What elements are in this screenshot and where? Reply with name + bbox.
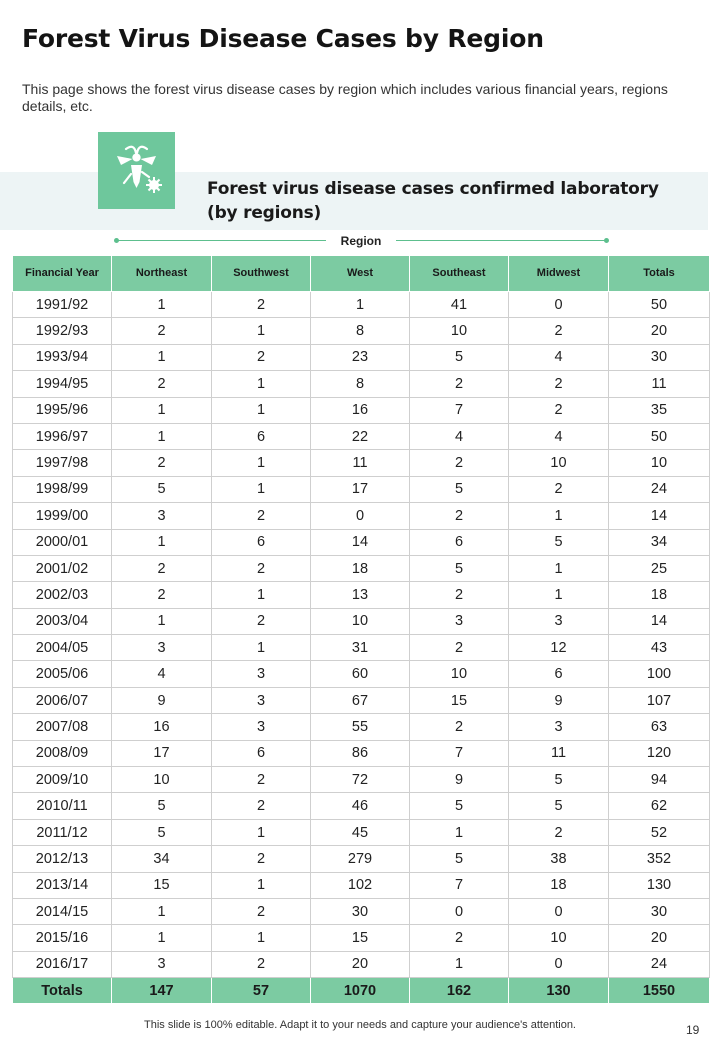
table-cell: 45 <box>311 819 410 845</box>
table-cell: 15 <box>112 872 212 898</box>
table-cell: 5 <box>410 846 509 872</box>
table-cell: 130 <box>609 872 710 898</box>
table-cell: 1 <box>509 582 609 608</box>
table-row <box>13 371 710 397</box>
table-cell: 46 <box>311 793 410 819</box>
page-number: 19 <box>686 1023 700 1037</box>
table-cell: 6 <box>212 423 311 449</box>
table-cell: 0 <box>509 898 609 924</box>
table-row <box>13 872 710 898</box>
table-cell: 5 <box>509 529 609 555</box>
table-cell: 15 <box>410 687 509 713</box>
table-cell: 2 <box>410 371 509 397</box>
table-cell: 7 <box>410 397 509 423</box>
table-cell: 24 <box>609 951 710 977</box>
banner-heading: Forest virus disease cases confirmed laboratory (by regions) <box>207 179 659 223</box>
table-cell: 34 <box>112 846 212 872</box>
table-cell: 107 <box>609 687 710 713</box>
table-cell: 2 <box>410 582 509 608</box>
table-cell: 16 <box>311 397 410 423</box>
table-cell: 8 <box>311 371 410 397</box>
table-row <box>13 397 710 423</box>
table-cell: 0 <box>410 898 509 924</box>
table-cell: 3 <box>212 661 311 687</box>
header-financial-year: Financial Year <box>13 256 112 292</box>
table-cell: 11 <box>311 450 410 476</box>
table-cell: 52 <box>609 819 710 845</box>
table-cell: 7 <box>410 740 509 766</box>
footer-note: This slide is 100% editable. Adapt it to your needs and capture your audience's attention. <box>144 1019 576 1031</box>
table-cell: 1996/97 <box>13 423 112 449</box>
table-cell: 2 <box>509 476 609 502</box>
table-row <box>13 898 710 924</box>
table-row <box>13 450 710 476</box>
table-row <box>13 951 710 977</box>
table-cell: 3 <box>112 503 212 529</box>
table-cell: 1 <box>112 344 212 370</box>
table-cell: 1 <box>112 529 212 555</box>
total-totals: 1550 <box>609 978 710 1004</box>
table-cell: 35 <box>609 397 710 423</box>
table-cell: 4 <box>112 661 212 687</box>
table-cell: 9 <box>112 687 212 713</box>
table-cell: 16 <box>112 714 212 740</box>
table-cell: 1999/00 <box>13 503 112 529</box>
region-label: Region <box>326 233 396 249</box>
table-cell: 60 <box>311 661 410 687</box>
table-cell: 1 <box>112 898 212 924</box>
table-cell: 2 <box>112 555 212 581</box>
table-cell: 1997/98 <box>13 450 112 476</box>
table-cell: 2 <box>509 318 609 344</box>
total-southwest: 57 <box>212 978 311 1004</box>
table-cell: 1 <box>212 582 311 608</box>
table-cell: 1 <box>212 371 311 397</box>
table-cell: 1 <box>410 951 509 977</box>
page-title: Forest Virus Disease Cases by Region <box>22 24 544 53</box>
table-cell: 1 <box>112 397 212 423</box>
table-cell: 2 <box>212 555 311 581</box>
table-cell: 14 <box>609 503 710 529</box>
table-row <box>13 740 710 766</box>
table-cell: 2 <box>112 450 212 476</box>
table-cell: 5 <box>112 793 212 819</box>
table-cell: 1992/93 <box>13 318 112 344</box>
table-cell: 8 <box>311 318 410 344</box>
table-cell: 0 <box>509 292 609 318</box>
header-midwest: Midwest <box>509 256 609 292</box>
table-cell: 2010/11 <box>13 793 112 819</box>
table-cell: 10 <box>410 661 509 687</box>
table-cell: 1 <box>212 819 311 845</box>
table-cell: 2004/05 <box>13 635 112 661</box>
table-cell: 10 <box>509 450 609 476</box>
table-cell: 2003/04 <box>13 608 112 634</box>
table-cell: 1 <box>212 476 311 502</box>
table-cell: 20 <box>609 318 710 344</box>
table-cell: 1 <box>212 925 311 951</box>
table-row <box>13 344 710 370</box>
table-cell: 1993/94 <box>13 344 112 370</box>
table-row <box>13 555 710 581</box>
table-row <box>13 767 710 793</box>
table-cell: 18 <box>509 872 609 898</box>
header-totals: Totals <box>609 256 710 292</box>
table-cell: 1994/95 <box>13 371 112 397</box>
table-row <box>13 423 710 449</box>
table-cell: 2 <box>509 819 609 845</box>
table-row <box>13 846 710 872</box>
table-cell: 4 <box>509 344 609 370</box>
table-cell: 9 <box>410 767 509 793</box>
table-cell: 2 <box>410 714 509 740</box>
table-cell: 1 <box>212 872 311 898</box>
table-cell: 2002/03 <box>13 582 112 608</box>
table-cell: 2006/07 <box>13 687 112 713</box>
table-cell: 15 <box>311 925 410 951</box>
table-cell: 18 <box>311 555 410 581</box>
totals-label: Totals <box>13 978 112 1004</box>
table-cell: 2 <box>410 450 509 476</box>
table-cell: 5 <box>509 793 609 819</box>
table-cell: 279 <box>311 846 410 872</box>
table-cell: 5 <box>410 555 509 581</box>
table-cell: 3 <box>212 714 311 740</box>
table-cell: 14 <box>609 608 710 634</box>
table-cell: 5 <box>410 476 509 502</box>
table-cell: 17 <box>311 476 410 502</box>
table-cell: 6 <box>509 661 609 687</box>
table-body <box>13 292 710 978</box>
table-cell: 94 <box>609 767 710 793</box>
table-cell: 13 <box>311 582 410 608</box>
table-cell: 1 <box>212 635 311 661</box>
table-cell: 1 <box>112 423 212 449</box>
table-cell: 1 <box>410 819 509 845</box>
table-cell: 2016/17 <box>13 951 112 977</box>
table-cell: 30 <box>311 898 410 924</box>
table-row <box>13 292 710 318</box>
table-row <box>13 635 710 661</box>
table-cell: 0 <box>509 951 609 977</box>
table-row <box>13 503 710 529</box>
table-cell: 102 <box>311 872 410 898</box>
table-cell: 30 <box>609 344 710 370</box>
table-cell: 7 <box>410 872 509 898</box>
table-cell: 6 <box>212 740 311 766</box>
table-cell: 25 <box>609 555 710 581</box>
table-cell: 1 <box>509 503 609 529</box>
table-cell: 86 <box>311 740 410 766</box>
header-southwest: Southwest <box>212 256 311 292</box>
header-west: West <box>311 256 410 292</box>
table-cell: 352 <box>609 846 710 872</box>
table-row <box>13 714 710 740</box>
table-cell: 2 <box>212 608 311 634</box>
table-cell: 120 <box>609 740 710 766</box>
table-cell: 6 <box>410 529 509 555</box>
table-cell: 50 <box>609 292 710 318</box>
table-cell: 12 <box>509 635 609 661</box>
table-cell: 2013/14 <box>13 872 112 898</box>
table-cell: 10 <box>112 767 212 793</box>
table-cell: 72 <box>311 767 410 793</box>
table-cell: 31 <box>311 635 410 661</box>
table-cell: 1 <box>212 397 311 423</box>
table-cell: 5 <box>410 793 509 819</box>
table-cell: 22 <box>311 423 410 449</box>
table-cell: 2000/01 <box>13 529 112 555</box>
table-cell: 2008/09 <box>13 740 112 766</box>
table-cell: 63 <box>609 714 710 740</box>
table-cell: 20 <box>311 951 410 977</box>
table-cell: 5 <box>509 767 609 793</box>
table-cell: 4 <box>509 423 609 449</box>
table-cell: 41 <box>410 292 509 318</box>
table-cell: 1 <box>509 555 609 581</box>
table-cell: 100 <box>609 661 710 687</box>
table-cell: 10 <box>509 925 609 951</box>
table-cell: 11 <box>509 740 609 766</box>
table-cell: 2 <box>112 582 212 608</box>
table-cell: 9 <box>509 687 609 713</box>
table-cell: 5 <box>112 819 212 845</box>
table-cell: 34 <box>609 529 710 555</box>
header-southeast: Southeast <box>410 256 509 292</box>
table-cell: 30 <box>609 898 710 924</box>
table-cell: 3 <box>112 635 212 661</box>
total-west: 1070 <box>311 978 410 1004</box>
table-cell: 2007/08 <box>13 714 112 740</box>
table-cell: 2011/12 <box>13 819 112 845</box>
table-cell: 18 <box>609 582 710 608</box>
table-cell: 3 <box>410 608 509 634</box>
virus-insect-icon <box>98 132 175 209</box>
table-cell: 67 <box>311 687 410 713</box>
table-cell: 10 <box>410 318 509 344</box>
table-cell: 2 <box>410 503 509 529</box>
table-cell: 55 <box>311 714 410 740</box>
table-cell: 38 <box>509 846 609 872</box>
table-cell: 2 <box>509 397 609 423</box>
table-header-row <box>13 256 710 292</box>
table-cell: 2 <box>410 635 509 661</box>
table-row <box>13 608 710 634</box>
table-cell: 10 <box>609 450 710 476</box>
region-divider-right-dot <box>604 238 609 243</box>
total-midwest: 130 <box>509 978 609 1004</box>
table-cell: 11 <box>609 371 710 397</box>
table-row <box>13 819 710 845</box>
table-cell: 23 <box>311 344 410 370</box>
table-cell: 1991/92 <box>13 292 112 318</box>
table-row <box>13 661 710 687</box>
table-cell: 24 <box>609 476 710 502</box>
icon-tile <box>98 132 175 209</box>
table-cell: 1 <box>112 292 212 318</box>
table-cell: 2 <box>212 898 311 924</box>
table-cell: 2 <box>212 344 311 370</box>
table-row <box>13 529 710 555</box>
table-cell: 2 <box>212 846 311 872</box>
table-cell: 43 <box>609 635 710 661</box>
table-cell: 2014/15 <box>13 898 112 924</box>
table-row <box>13 793 710 819</box>
table-cell: 2005/06 <box>13 661 112 687</box>
table-cell: 1 <box>112 608 212 634</box>
table-cell: 2 <box>112 371 212 397</box>
table-cell: 3 <box>509 608 609 634</box>
table-cell: 5 <box>410 344 509 370</box>
table-cell: 1995/96 <box>13 397 112 423</box>
table-row <box>13 476 710 502</box>
table-cell: 10 <box>311 608 410 634</box>
table-cell: 2015/16 <box>13 925 112 951</box>
table-row <box>13 925 710 951</box>
table-row <box>13 687 710 713</box>
table-cell: 62 <box>609 793 710 819</box>
header-northeast: Northeast <box>112 256 212 292</box>
table-cell: 1 <box>311 292 410 318</box>
total-northeast: 147 <box>112 978 212 1004</box>
table-cell: 3 <box>212 687 311 713</box>
table-cell: 2 <box>509 371 609 397</box>
table-cell: 20 <box>609 925 710 951</box>
table-cell: 1 <box>112 925 212 951</box>
table-cell: 2 <box>410 925 509 951</box>
table-cell: 5 <box>112 476 212 502</box>
total-southeast: 162 <box>410 978 509 1004</box>
table-cell: 2 <box>212 767 311 793</box>
page-intro: This page shows the forest virus disease cases by region which includes various financial years, regions details, etc. <box>22 81 668 114</box>
table-cell: 2 <box>212 292 311 318</box>
table-cell: 1998/99 <box>13 476 112 502</box>
table-cell: 14 <box>311 529 410 555</box>
table-cell: 17 <box>112 740 212 766</box>
region-divider-left-dot <box>114 238 119 243</box>
table-row <box>13 582 710 608</box>
table-cell: 50 <box>609 423 710 449</box>
table-cell: 2 <box>212 793 311 819</box>
table-cell: 2 <box>112 318 212 344</box>
cases-table <box>12 255 710 1004</box>
table-cell: 3 <box>112 951 212 977</box>
table-cell: 2 <box>212 503 311 529</box>
table-cell: 3 <box>509 714 609 740</box>
table-row <box>13 318 710 344</box>
table-cell: 4 <box>410 423 509 449</box>
totals-row <box>13 978 710 1004</box>
table-cell: 1 <box>212 450 311 476</box>
table-cell: 2001/02 <box>13 555 112 581</box>
table-cell: 0 <box>311 503 410 529</box>
table-cell: 6 <box>212 529 311 555</box>
table-cell: 2009/10 <box>13 767 112 793</box>
table-cell: 1 <box>212 318 311 344</box>
table-cell: 2 <box>212 951 311 977</box>
table-cell: 2012/13 <box>13 846 112 872</box>
